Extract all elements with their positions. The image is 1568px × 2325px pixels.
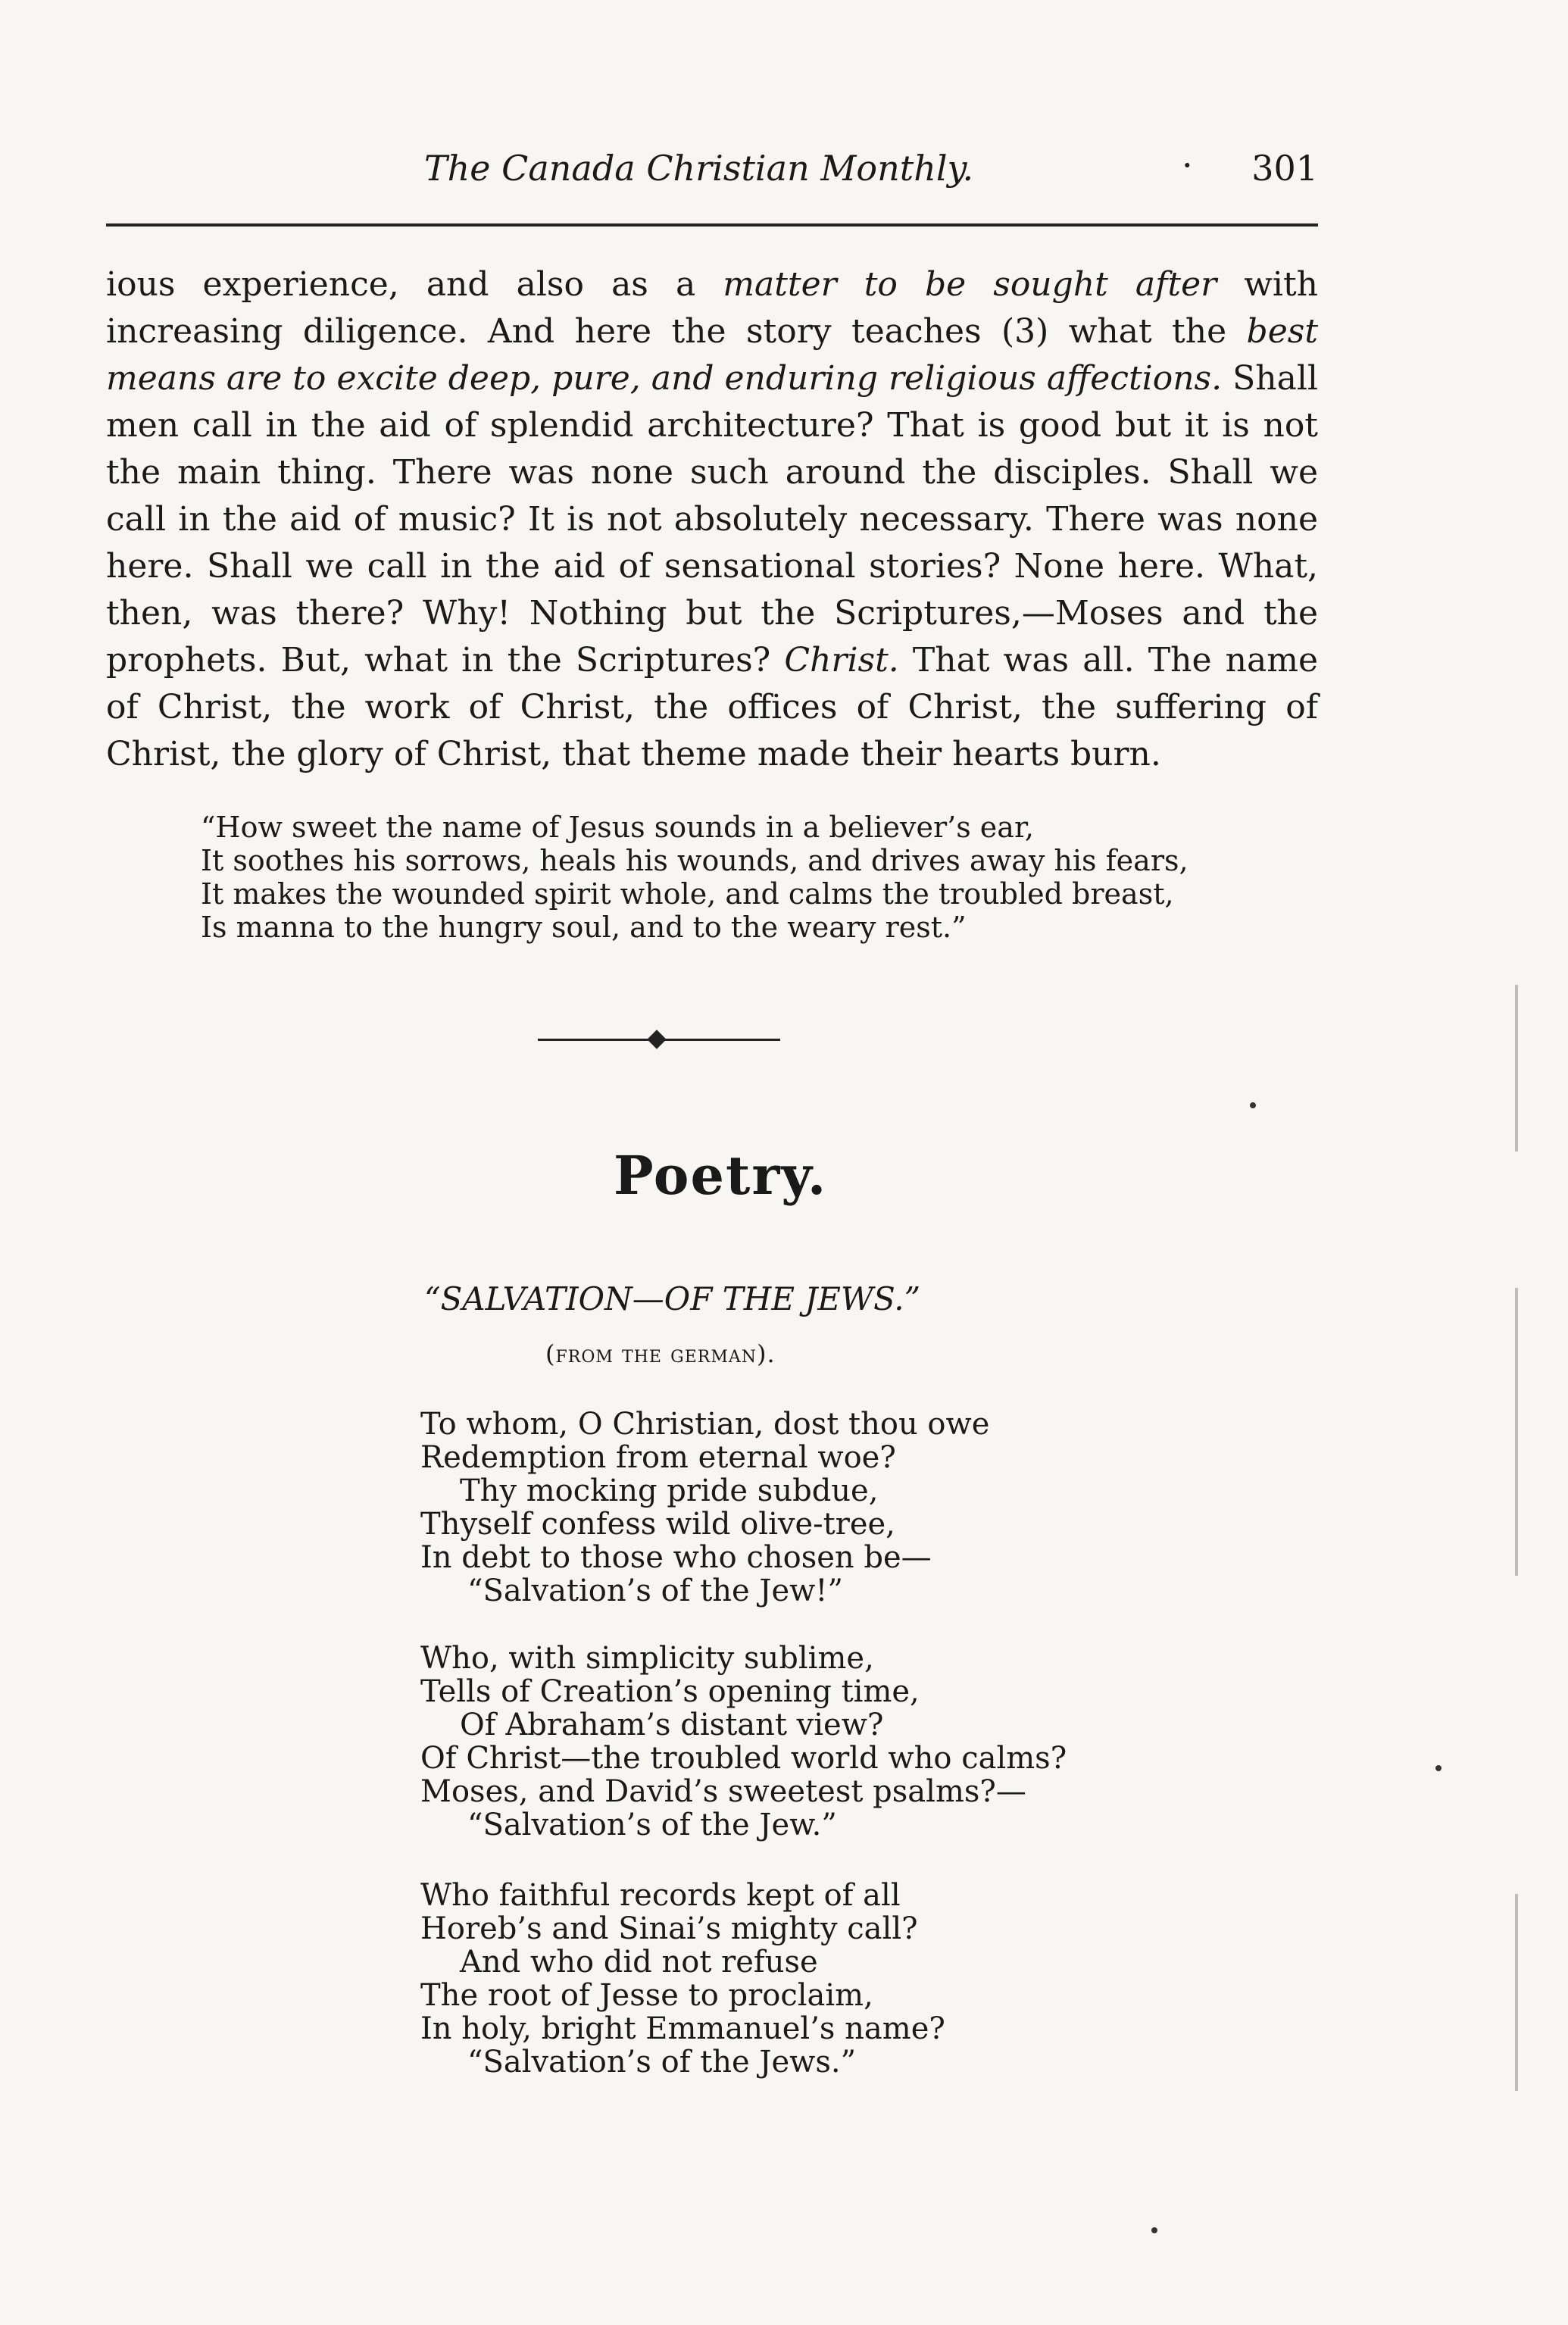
poem-line: Who, with simplicity sublime, — [420, 1641, 874, 1676]
ink-speck — [1250, 1102, 1256, 1108]
poem-stanza-1 — [420, 1408, 1178, 1608]
paragraph-text — [106, 261, 1318, 778]
poem-line: Thyself confess wild olive-tree, — [420, 1507, 895, 1542]
header-mark: · — [1182, 145, 1193, 186]
poem-line: Of Christ—the troubled world who calms? — [420, 1741, 1067, 1776]
poem-title: “SALVATION—OF THE JEWS.” — [424, 1280, 921, 1317]
poem-refrain: “Salvation’s of the Jews.” — [467, 2045, 857, 2080]
poem-stanza-2 — [420, 1642, 1178, 1842]
diamond-ornament-icon — [647, 1030, 666, 1048]
poem-line: In debt to those who chosen be— — [420, 1540, 932, 1575]
quote-line: It soothes his sorrows, heals his wounds, and drives away his fears, — [201, 844, 1188, 877]
poem-line: Of Abraham’s distant view? — [460, 1708, 884, 1742]
quote-line: Is manna to the hungry soul, and to the weary rest.” — [201, 911, 967, 944]
text-run-italic: best means are to excite deep, pure, and enduring religious affections. — [106, 312, 1318, 398]
section-heading: Poetry. — [614, 1144, 828, 1207]
poem-line: The root of Jesse to proclaim, — [420, 1978, 873, 2013]
text-run-italic: matter to be sought after — [723, 265, 1217, 304]
page-header — [106, 145, 1318, 201]
quote-line: “How sweet the name of Jesus sounds in a believer’s ear, — [201, 811, 1035, 844]
poem-line: Thy mocking pride subdue, — [460, 1473, 879, 1508]
poem-line: Moses, and David’s sweetest psalms?— — [420, 1774, 1026, 1809]
poem-line: In holy, bright Emmanuel’s name? — [420, 2011, 945, 2046]
body-paragraph — [106, 261, 1318, 778]
text-run: Shall men call in the aid of splendid architecture? That is good but it is not the main thing. There was none such around the disciples. Shall we call in the aid of music? It is not absolutely necessary. There was none here. Shall we call in the aid of sensational stories? None here. What, then, was there? Why! Nothing but the Scriptures,—Moses and the prophets. But, what in the Scriptures? — [106, 359, 1318, 680]
hymn-quotation — [201, 811, 1322, 944]
poem-line: Redemption from eternal woe? — [420, 1440, 896, 1475]
text-run: with increasing diligence. And here the story teaches (3) what the — [106, 265, 1319, 351]
ink-speck — [1435, 1765, 1441, 1771]
text-run: That was all. The name of Christ, the work of Christ, the offices of Christ, the suffering of Christ, the glory of Christ, that theme made their hearts burn. — [106, 641, 1318, 773]
running-title: The Canada Christian Monthly. — [424, 148, 974, 189]
quote-line: It makes the wounded spirit whole, and calms the troubled breast, — [201, 877, 1174, 911]
scan-edge-mark — [1515, 1894, 1518, 2091]
page-number: 301 — [1251, 148, 1318, 189]
poem-refrain: “Salvation’s of the Jew!” — [467, 1573, 843, 1608]
poem-line: And who did not refuse — [460, 1945, 818, 1980]
poem-line: Who faithful records kept of all — [420, 1878, 901, 1913]
poem-line: To whom, O Christian, dost thou owe — [420, 1407, 990, 1442]
ink-speck — [1151, 2227, 1157, 2233]
scan-edge-mark — [1515, 985, 1518, 1152]
text-run: ious experience, and also as a — [106, 265, 723, 304]
ornamental-divider — [538, 1034, 780, 1045]
text-run-italic: Christ. — [784, 641, 899, 680]
poem-line: Tells of Creation’s opening time, — [420, 1674, 920, 1709]
header-rule — [106, 223, 1318, 227]
poem-refrain: “Salvation’s of the Jew.” — [467, 1808, 837, 1842]
scan-edge-mark — [1515, 1288, 1518, 1576]
poem-stanza-3 — [420, 1879, 1178, 2079]
poem-source: (from the german). — [545, 1339, 776, 1368]
poem-line: Horeb’s and Sinai’s mighty call? — [420, 1911, 918, 1946]
